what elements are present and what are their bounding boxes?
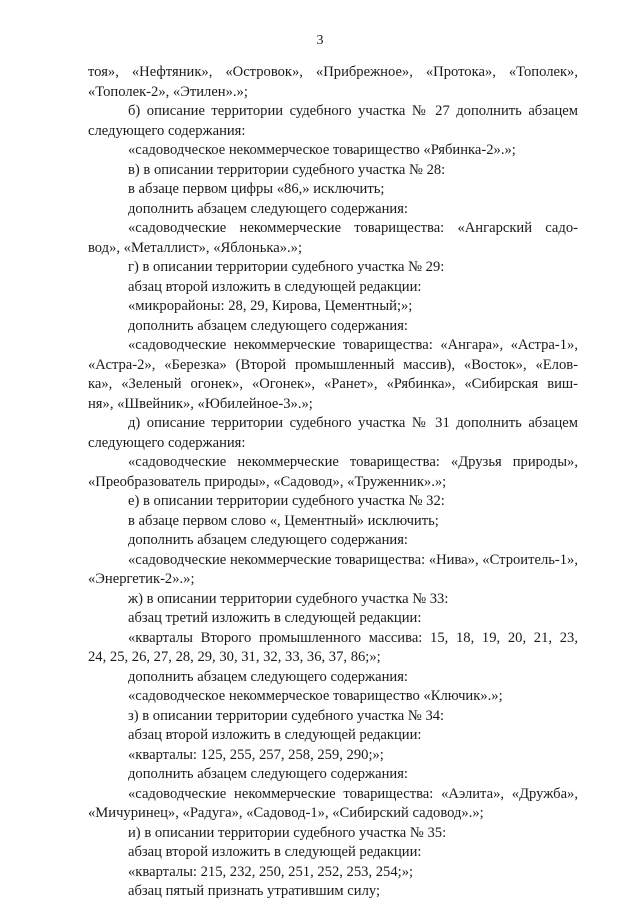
text-line: вод», «Металлист», «Яблонька».»; — [88, 239, 303, 256]
text-line: ня», «Швейник», «Юбилейное-3».»; — [88, 395, 313, 412]
text-line: «садоводческие некоммерческие товарищества: «Ангара», «Астра-1», — [128, 337, 578, 353]
text-line: д) описание территории судебного участка № 31 дополнить абзацем — [128, 415, 578, 431]
text-line: «Астра-2», «Березка» (Второй промышленный массив), «Восток», «Елов- — [88, 356, 578, 373]
text-line: «Тополек-2», «Этилен».»; — [88, 83, 248, 100]
text-line: «садоводческие некоммерческие товарищества: «Нива», «Строитель-1», — [128, 551, 578, 568]
text-line: «микрорайоны: 28, 29, Кирова, Цементный;»; — [128, 298, 413, 314]
text-line: «Мичуринец», «Радуга», «Садовод-1», «Сибирский садовод».»; — [88, 805, 484, 821]
text-line: ка», «Зеленый огонек», «Огонек», «Ранет», «Рябинка», «Сибирская виш- — [88, 376, 578, 392]
text-line: следующего содержания: — [88, 434, 246, 451]
text-line: б) описание территории судебного участка № 27 дополнить абзацем — [128, 103, 578, 119]
text-line: и) в описании территории судебного участка № 35: — [128, 824, 447, 841]
text-line: абзац пятый признать утратившим силу; — [128, 883, 381, 899]
text-line: абзац второй изложить в следующей редакции: — [128, 278, 422, 295]
text-line: «кварталы Второго промышленного массива: 15, 18, 19, 20, 21, 23, — [128, 629, 578, 646]
text-line: в) в описании территории судебного участка № 28: — [128, 161, 446, 178]
text-line: следующего содержания: — [88, 122, 246, 139]
text-line: «садоводческое некоммерческое товарищество «Ключик».»; — [128, 688, 503, 704]
text-line: абзац второй изложить в следующей редакции: — [128, 844, 422, 860]
text-line: «Энергетик-2».»; — [88, 571, 195, 587]
text-line: 24, 25, 26, 27, 28, 29, 30, 31, 32, 33, 36, 37, 86;»; — [88, 649, 381, 665]
text-line: е) в описании территории судебного участка № 32: — [128, 493, 445, 509]
text-line: в абзаце первом цифры «86,» исключить; — [128, 181, 385, 197]
text-line: «кварталы: 215, 232, 250, 251, 252, 253, 254;»; — [128, 863, 414, 880]
text-line: дополнить абзацем следующего содержания: — [128, 200, 408, 217]
text-line: абзац третий изложить в следующей редакции: — [128, 610, 422, 626]
text-line: дополнить абзацем следующего содержания: — [128, 766, 408, 782]
text-line: «садоводческие некоммерческие товарищества: «Друзья природы», — [128, 454, 578, 470]
page-number: 3 — [316, 33, 324, 48]
text-line: г) в описании территории судебного участка № 29: — [128, 259, 445, 275]
text-line: дополнить абзацем следующего содержания: — [128, 532, 408, 548]
document-body — [88, 63, 578, 902]
text-line: «садоводческое некоммерческое товарищество «Рябинка-2».»; — [128, 142, 516, 158]
text-line: «кварталы: 125, 255, 257, 258, 259, 290;»; — [128, 746, 384, 763]
text-line: в абзаце первом слово «, Цементный» исключить; — [128, 512, 439, 529]
text-line: тоя», «Нефтяник», «Островок», «Прибрежное», «Протока», «Тополек», — [88, 64, 578, 80]
text-line: ж) в описании территории судебного участка № 33: — [128, 590, 449, 607]
text-line: дополнить абзацем следующего содержания: — [128, 668, 408, 685]
text-line: «Преобразователь природы», «Садовод», «Труженник».»; — [88, 473, 447, 490]
text-line: «садоводческие некоммерческие товарищества: «Ангарский садо- — [128, 220, 578, 236]
text-line: дополнить абзацем следующего содержания: — [128, 317, 408, 334]
text-line: з) в описании территории судебного участка № 34: — [128, 707, 445, 724]
text-line: абзац второй изложить в следующей редакции: — [128, 727, 422, 743]
text-line: «садоводческие некоммерческие товарищества: «Аэлита», «Дружба», — [128, 785, 578, 802]
